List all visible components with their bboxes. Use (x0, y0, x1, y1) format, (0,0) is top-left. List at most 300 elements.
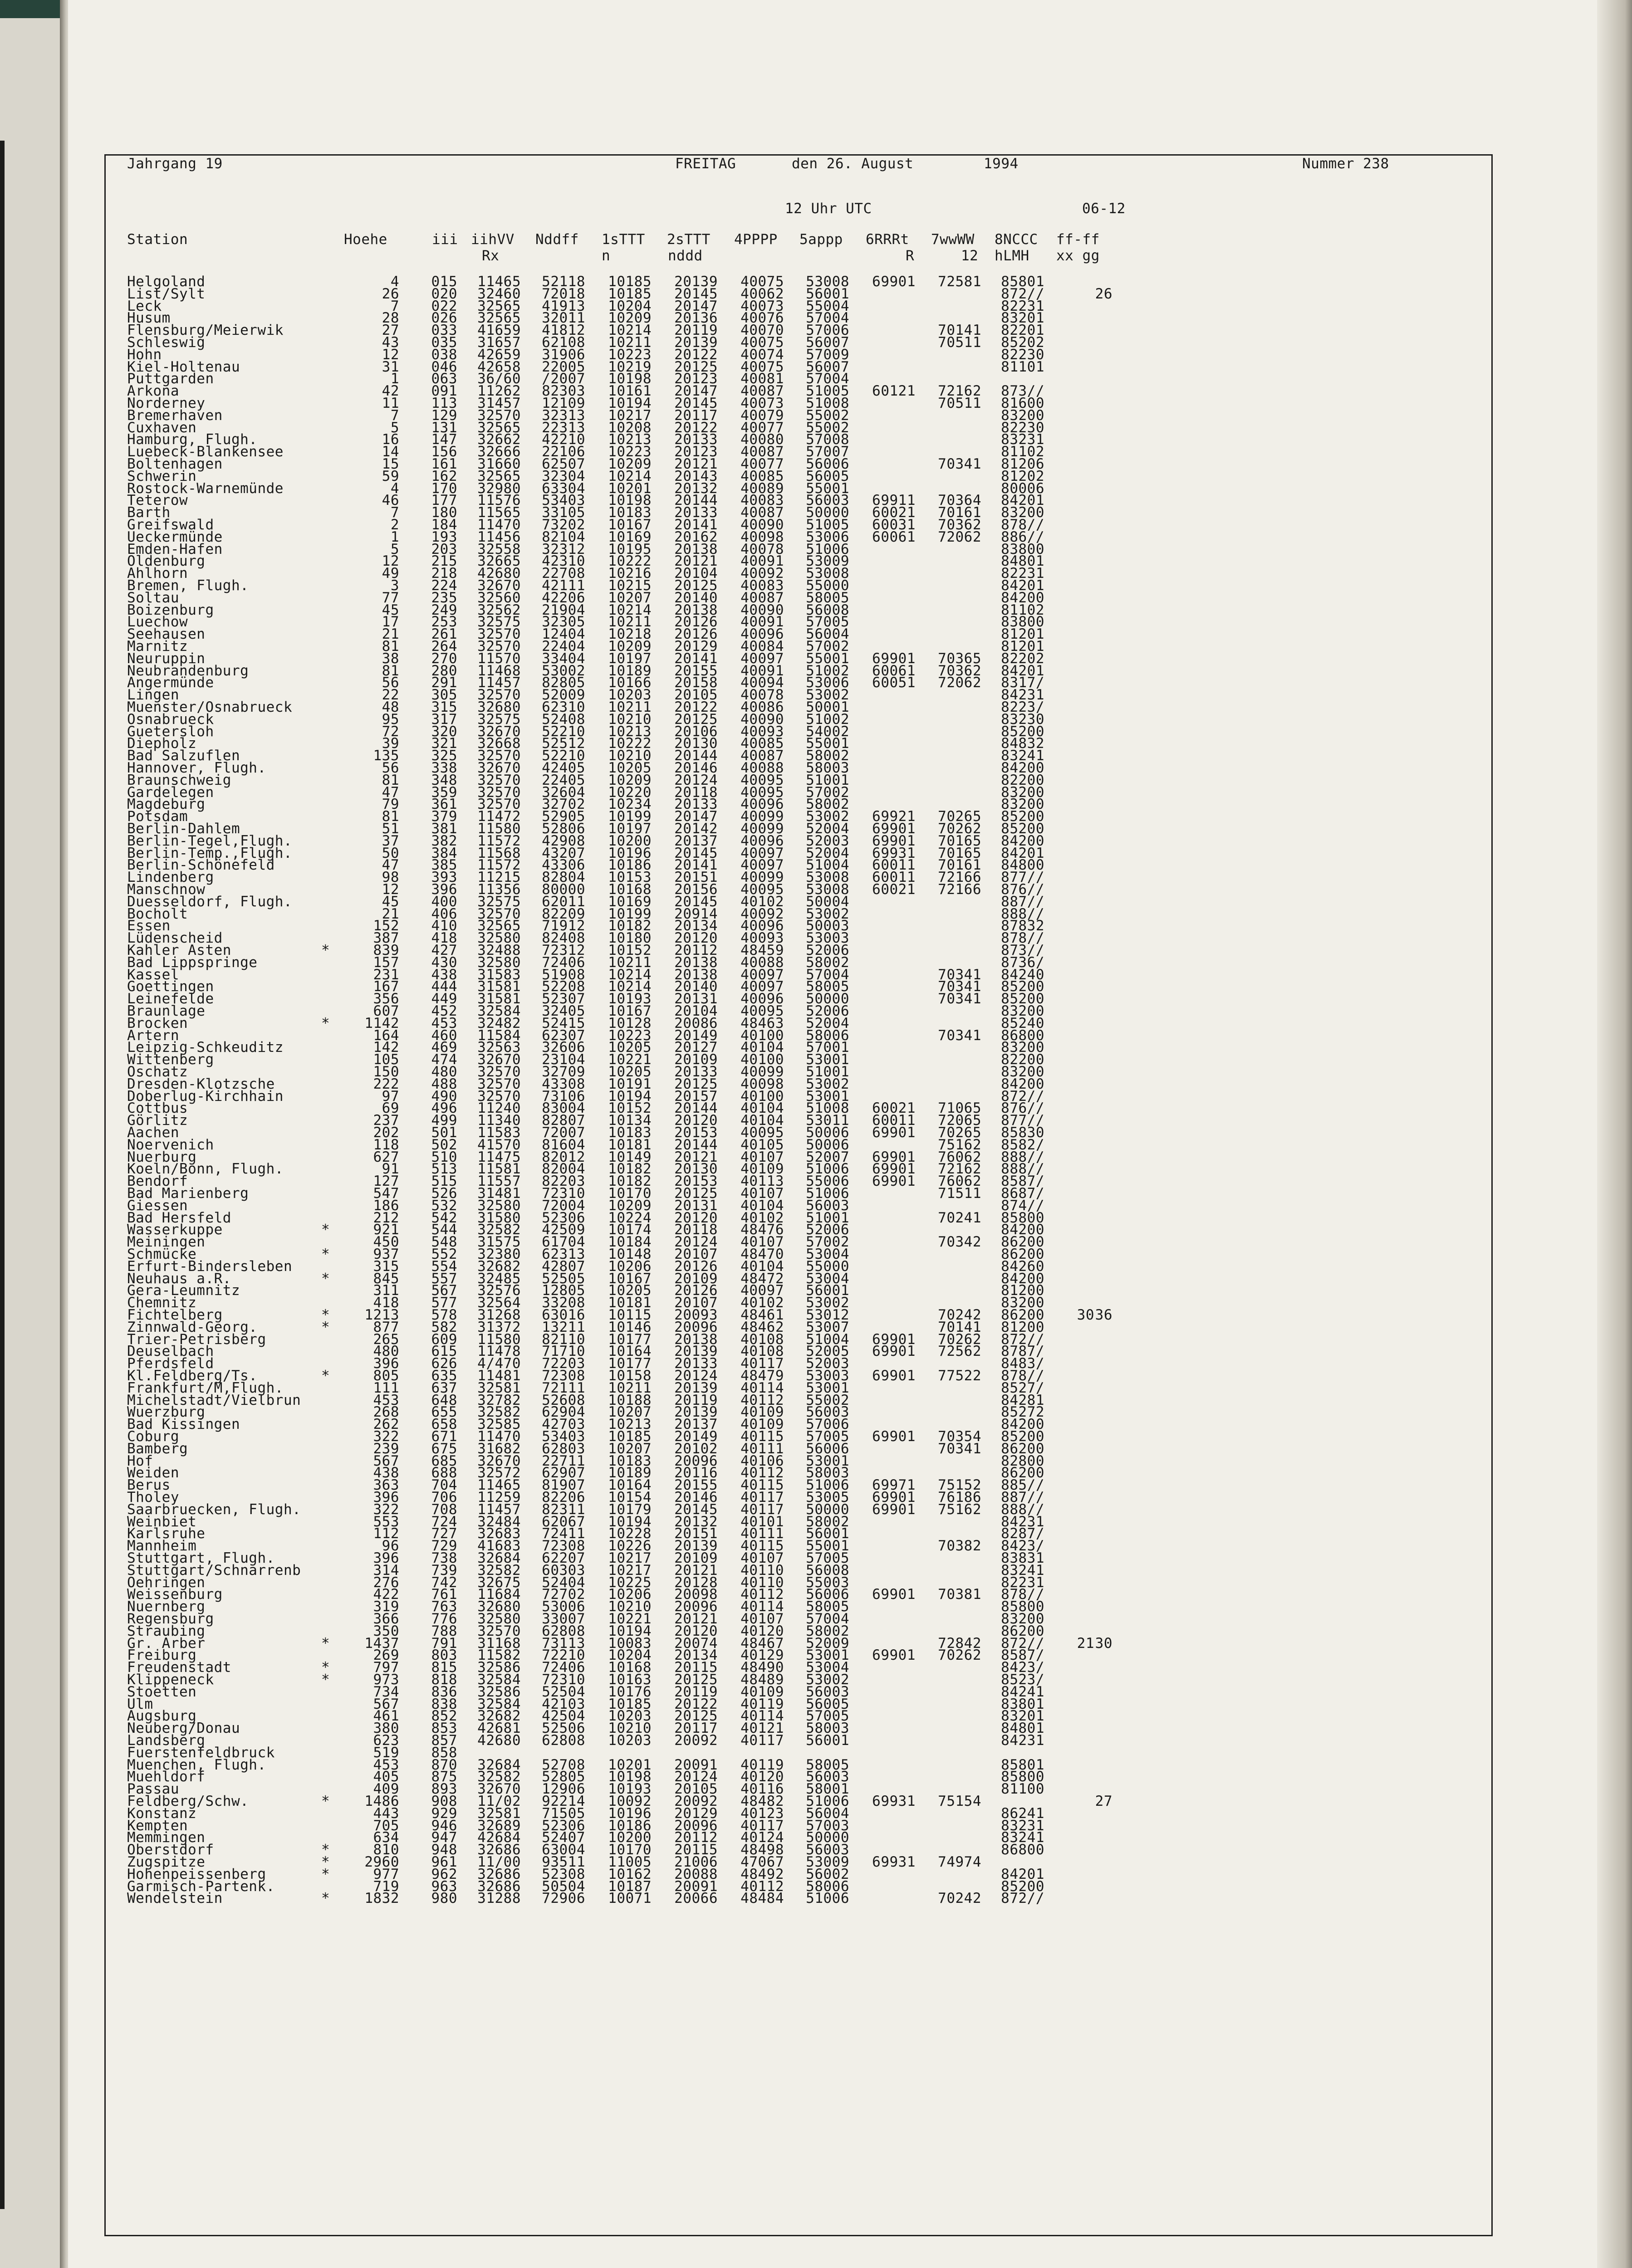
cell-1sttt: 10224 (608, 1209, 652, 1226)
cell-2sttt: 20134 (674, 1647, 718, 1664)
cell-7wwww: 74974 (938, 1854, 981, 1870)
cell-elevation: 98 (382, 869, 399, 886)
cell-elevation: 112 (373, 1525, 399, 1542)
cell-station-index: 791 (431, 1635, 457, 1652)
cell-1sttt: 10169 (608, 893, 652, 910)
cell-6rrrt: 69931 (872, 1854, 916, 1870)
cell-station-index: 249 (431, 601, 457, 618)
cell-nddff: 42703 (542, 1416, 585, 1433)
cell-4pppp: 40094 (740, 675, 784, 691)
station-name: Wendelstein (127, 1890, 223, 1907)
cell-5appp: 53009 (806, 1854, 849, 1870)
cell-2sttt: 20091 (674, 1756, 718, 1773)
station-name: Helgoland (127, 274, 206, 290)
cell-iihvv: 11568 (477, 845, 521, 861)
cell-station-index: 161 (431, 456, 457, 472)
cell-1sttt: 10205 (608, 1039, 652, 1056)
cell-elevation: 623 (373, 1732, 399, 1749)
cell-5appp: 52006 (806, 1222, 849, 1238)
cell-elevation: 91 (382, 1161, 399, 1178)
station-name: Feldberg/Schw. (127, 1793, 249, 1809)
cell-2sttt: 20124 (674, 772, 718, 788)
station-name: Berus (127, 1477, 171, 1494)
cell-station-index: 671 (431, 1428, 457, 1445)
cell-4pppp: 40117 (740, 1355, 784, 1372)
cell-8nccc: 84241 (1001, 1683, 1044, 1700)
cell-5appp: 53009 (806, 553, 849, 570)
cell-iihvv: 42681 (477, 1720, 521, 1737)
cell-8nccc: 8523/ (1001, 1672, 1044, 1688)
cell-6rrrt: 69901 (872, 1647, 916, 1664)
station-name: Berlin-Dahlem (127, 821, 240, 837)
cell-1sttt: 10217 (608, 407, 652, 424)
cell-elevation: 222 (373, 1075, 399, 1092)
cell-station-index: 729 (431, 1538, 457, 1554)
cell-nddff: 82110 (542, 1331, 585, 1348)
cell-2sttt: 20141 (674, 857, 718, 874)
cell-8nccc: 83201 (1001, 1708, 1044, 1725)
cell-nddff: 92214 (542, 1793, 585, 1809)
cell-4pppp: 40087 (740, 748, 784, 764)
cell-station-index: 706 (431, 1489, 457, 1505)
cell-6rrrt: 69901 (872, 1501, 916, 1518)
cell-station-index: 655 (431, 1404, 457, 1421)
cell-elevation: 17 (382, 614, 399, 631)
cell-2sttt: 20151 (674, 869, 718, 886)
cell-7wwww: 75154 (938, 1793, 981, 1809)
cell-8nccc: 84231 (1001, 687, 1044, 704)
cell-2sttt: 20138 (674, 1331, 718, 1348)
cell-4pppp: 40124 (740, 1829, 784, 1846)
cell-4pppp: 40112 (740, 1465, 784, 1481)
station-name: Neuberg/Donau (127, 1720, 240, 1737)
cell-elevation: 380 (373, 1720, 399, 1737)
cell-nddff: 62313 (542, 1246, 585, 1262)
cell-1sttt: 10185 (608, 1428, 652, 1445)
cell-8nccc: 85200 (1001, 808, 1044, 825)
station-name: Michelstadt/Vielbrun (127, 1392, 301, 1408)
cell-1sttt: 10170 (608, 1842, 652, 1858)
cell-7wwww: 72062 (938, 675, 981, 691)
station-name: Bad Kissingen (127, 1416, 240, 1433)
cell-iihvv: 32686 (477, 1842, 521, 1858)
cell-5appp: 50006 (806, 1124, 849, 1141)
cell-1sttt: 10225 (608, 1574, 652, 1591)
cell-1sttt: 10206 (608, 1586, 652, 1603)
cell-station-index: 510 (431, 1149, 457, 1165)
cell-station-index: 635 (431, 1368, 457, 1384)
cell-5appp: 58001 (806, 1781, 849, 1798)
cell-elevation: 12 (382, 346, 399, 363)
cell-1sttt: 10203 (608, 1708, 652, 1725)
cell-8nccc: 83200 (1001, 1003, 1044, 1019)
cell-nddff: 72310 (542, 1672, 585, 1688)
cell-nddff: 53006 (542, 1598, 585, 1615)
cell-4pppp: 48498 (740, 1842, 784, 1858)
cell-nddff: 72312 (542, 942, 585, 958)
cell-5appp: 57002 (806, 784, 849, 801)
cell-nddff: 22711 (542, 1452, 585, 1469)
cell-4pppp: 40112 (740, 1878, 784, 1895)
cell-nddff: 82303 (542, 383, 585, 400)
cell-nddff: 52805 (542, 1769, 585, 1785)
cell-7wwww: 70382 (938, 1538, 981, 1554)
cell-iihvv: 32563 (477, 1039, 521, 1056)
cell-5appp: 51002 (806, 662, 849, 679)
cell-elevation: 14 (382, 444, 399, 460)
cell-2sttt: 20132 (674, 1513, 718, 1530)
cell-8nccc: 872// (1001, 285, 1044, 302)
cell-1sttt: 10174 (608, 1222, 652, 1238)
cell-elevation: 111 (373, 1379, 399, 1396)
cell-2sttt: 20120 (674, 930, 718, 947)
cell-8nccc: 83800 (1001, 541, 1044, 557)
cell-5appp: 57003 (806, 1817, 849, 1834)
cell-nddff: 82408 (542, 930, 585, 947)
cell-iihvv: 32570 (477, 784, 521, 801)
cell-8nccc: 83200 (1001, 1064, 1044, 1080)
cell-5appp: 51005 (806, 383, 849, 400)
cell-1sttt: 10198 (608, 1769, 652, 1785)
cell-8nccc: 8423/ (1001, 1659, 1044, 1676)
cell-4pppp: 40117 (740, 1817, 784, 1834)
cell-iihvv: 32980 (477, 480, 521, 497)
cell-4pppp: 40115 (740, 1538, 784, 1554)
cell-8nccc: 8582/ (1001, 1136, 1044, 1153)
cell-elevation: 49 (382, 565, 399, 582)
cell-1sttt: 10211 (608, 1379, 652, 1396)
cell-5appp: 57006 (806, 322, 849, 339)
cell-elevation: 409 (373, 1781, 399, 1798)
cell-iihvv: 32570 (477, 1088, 521, 1105)
cell-station-index: 554 (431, 1258, 457, 1275)
cell-1sttt: 10193 (608, 1781, 652, 1798)
mountain-station-marker: * (321, 1672, 330, 1688)
cell-4pppp: 40089 (740, 480, 784, 497)
cell-1sttt: 10209 (608, 638, 652, 655)
cell-8nccc: 8423/ (1001, 1538, 1044, 1554)
cell-1sttt: 10176 (608, 1683, 652, 1700)
col-iihvv-sub: Rx (482, 248, 500, 264)
cell-2sttt: 20158 (674, 675, 718, 691)
cell-2sttt: 20151 (674, 1525, 718, 1542)
cell-2sttt: 20155 (674, 1477, 718, 1494)
cell-4pppp: 40099 (740, 808, 784, 825)
cell-2sttt: 20120 (674, 1209, 718, 1226)
cell-nddff: 52404 (542, 1574, 585, 1591)
cell-8nccc: 878// (1001, 1586, 1044, 1603)
cell-1sttt: 10214 (608, 966, 652, 983)
cell-2sttt: 20129 (674, 638, 718, 655)
cell-8nccc: 8587/ (1001, 1173, 1044, 1190)
cell-5appp: 56003 (806, 1683, 849, 1700)
cell-2sttt: 20147 (674, 383, 718, 400)
cell-2sttt: 20124 (674, 1769, 718, 1785)
cell-1sttt: 10213 (608, 1416, 652, 1433)
cell-8nccc: 81101 (1001, 358, 1044, 375)
cell-station-index: 385 (431, 857, 457, 874)
cell-nddff: 52512 (542, 735, 585, 752)
cell-2sttt: 20098 (674, 1586, 718, 1603)
station-name: Frankfurt/M,Flugh. (127, 1379, 284, 1396)
cell-station-index: 963 (431, 1878, 457, 1895)
station-name: Landsberg (127, 1732, 206, 1749)
cell-4pppp: 40104 (740, 1100, 784, 1117)
col-hoehe: Hoehe (344, 231, 387, 248)
cell-8nccc: 888// (1001, 905, 1044, 922)
cell-1sttt: 10198 (608, 371, 652, 387)
cell-2sttt: 20139 (674, 1343, 718, 1360)
cell-2sttt: 20136 (674, 310, 718, 327)
cell-7wwww: 70265 (938, 808, 981, 825)
cell-5appp: 53001 (806, 1647, 849, 1664)
cell-1sttt: 10169 (608, 528, 652, 545)
cell-station-index: 763 (431, 1598, 457, 1615)
cell-4pppp: 40097 (740, 845, 784, 861)
cell-iihvv: 11/00 (477, 1854, 521, 1870)
station-name: Magdeburg (127, 796, 206, 813)
station-name: Marnitz (127, 638, 188, 655)
cell-elevation: 186 (373, 1197, 399, 1214)
cell-iihvv: 11576 (477, 492, 521, 509)
cell-1sttt: 10148 (608, 1246, 652, 1262)
cell-nddff: 41913 (542, 298, 585, 314)
cell-4pppp: 40091 (740, 662, 784, 679)
cell-nddff: 42405 (542, 760, 585, 776)
cell-2sttt: 20086 (674, 1015, 718, 1031)
station-name: Coburg (127, 1428, 179, 1445)
cell-5appp: 56006 (806, 456, 849, 472)
mountain-station-marker: * (321, 1793, 330, 1809)
cell-station-index: 379 (431, 808, 457, 825)
cell-4pppp: 40112 (740, 1392, 784, 1408)
cell-4pppp: 40085 (740, 468, 784, 484)
cell-1sttt: 10209 (608, 456, 652, 472)
cell-4pppp: 40102 (740, 1209, 784, 1226)
cell-nddff: 52408 (542, 711, 585, 728)
station-name: Passau (127, 1781, 179, 1798)
cell-2sttt: 20116 (674, 1465, 718, 1481)
cell-station-index: 852 (431, 1708, 457, 1725)
station-name: Lüdenscheid (127, 930, 223, 947)
cell-elevation: 276 (373, 1574, 399, 1591)
cell-4pppp: 48463 (740, 1015, 784, 1031)
cell-5appp: 53002 (806, 905, 849, 922)
cell-8nccc: 874// (1001, 1197, 1044, 1214)
cell-iihvv: 32680 (477, 1598, 521, 1615)
cell-1sttt: 10198 (608, 492, 652, 509)
cell-5appp: 51004 (806, 1331, 849, 1348)
cell-1sttt: 10166 (608, 675, 652, 691)
station-name: Weinbiet (127, 1513, 197, 1530)
cell-1sttt: 10234 (608, 796, 652, 813)
station-name: Bad Lippspringe (127, 954, 258, 971)
cell-7wwww: 70341 (938, 991, 981, 1007)
cell-4pppp: 40115 (740, 1477, 784, 1494)
cell-iihvv: 11468 (477, 662, 521, 679)
cell-2sttt: 20109 (674, 1270, 718, 1287)
cell-1sttt: 10186 (608, 1817, 652, 1834)
cell-iihvv: 32782 (477, 1392, 521, 1408)
cell-station-index: 803 (431, 1647, 457, 1664)
cell-1sttt: 10164 (608, 1477, 652, 1494)
cell-8nccc: 84200 (1001, 1270, 1044, 1287)
cell-2sttt: 20125 (674, 1672, 718, 1688)
cell-station-index: 513 (431, 1161, 457, 1178)
cell-nddff: 81907 (542, 1477, 585, 1494)
cell-5appp: 50000 (806, 991, 849, 1007)
station-name: Koeln/Bonn, Flugh. (127, 1161, 284, 1178)
cell-5appp: 58002 (806, 954, 849, 971)
station-name: Neuhaus a.R. (127, 1270, 231, 1287)
cell-nddff: 82311 (542, 1501, 585, 1518)
cell-station-index: 788 (431, 1623, 457, 1639)
mountain-station-marker: * (321, 942, 330, 958)
cell-nddff: 32304 (542, 468, 585, 484)
cell-2sttt: 20138 (674, 954, 718, 971)
cell-6rrrt: 69911 (872, 492, 916, 509)
cell-5appp: 51006 (806, 1477, 849, 1494)
cell-6rrrt: 69921 (872, 808, 916, 825)
cell-iihvv: 32689 (477, 1817, 521, 1834)
cell-1sttt: 10184 (608, 1234, 652, 1251)
cell-nddff: 72702 (542, 1586, 585, 1603)
cell-2sttt: 20138 (674, 966, 718, 983)
cell-iihvv: 32670 (477, 577, 521, 594)
cell-nddff: 62207 (542, 1550, 585, 1566)
cell-8nccc: 83241 (1001, 1562, 1044, 1579)
cell-4pppp: 40070 (740, 322, 784, 339)
cell-elevation: 453 (373, 1756, 399, 1773)
cell-elevation: 50 (382, 845, 399, 861)
cell-station-index: 488 (431, 1075, 457, 1092)
cell-1sttt: 10222 (608, 553, 652, 570)
cell-1sttt: 10220 (608, 784, 652, 801)
cell-nddff: 62011 (542, 893, 585, 910)
cell-elevation: 21 (382, 626, 399, 643)
cell-nddff: 52806 (542, 821, 585, 837)
cell-2sttt: 20139 (674, 1538, 718, 1554)
cell-nddff: 32305 (542, 614, 585, 631)
cell-elevation: 95 (382, 711, 399, 728)
cell-2sttt: 20131 (674, 991, 718, 1007)
cell-station-index: 501 (431, 1124, 457, 1141)
station-name: Oberstdorf (127, 1842, 214, 1858)
cell-1sttt: 10149 (608, 1149, 652, 1165)
cell-station-index: 400 (431, 893, 457, 910)
cell-2sttt: 20133 (674, 1355, 718, 1372)
cell-1sttt: 10187 (608, 1878, 652, 1895)
cell-8nccc: 85830 (1001, 1124, 1044, 1141)
cell-4pppp: 40115 (740, 1428, 784, 1445)
cell-iihvv: 11470 (477, 1428, 521, 1445)
cell-6rrrt: 69901 (872, 1428, 916, 1445)
station-name: Zugspitze (127, 1854, 206, 1870)
cell-station-index: 853 (431, 1720, 457, 1737)
station-name: Oehringen (127, 1574, 206, 1591)
cell-1sttt: 10206 (608, 1258, 652, 1275)
cell-station-index: 609 (431, 1331, 457, 1348)
cell-5appp: 51008 (806, 1100, 849, 1117)
cell-2sttt: 20139 (674, 334, 718, 351)
cell-nddff: 52306 (542, 1817, 585, 1834)
cell-nddff: 72111 (542, 1379, 585, 1396)
station-name: Gera-Leumnitz (127, 1282, 240, 1299)
cell-station-index: 348 (431, 772, 457, 788)
cell-4pppp: 40120 (740, 1623, 784, 1639)
cell-8nccc: 83200 (1001, 796, 1044, 813)
cell-6rrrt: 60011 (872, 857, 916, 874)
cell-elevation: 4 (390, 480, 399, 497)
cell-7wwww: 70362 (938, 517, 981, 533)
cell-station-index: 738 (431, 1550, 457, 1566)
cell-1sttt: 10183 (608, 1124, 652, 1141)
cell-4pppp: 40116 (740, 1781, 784, 1798)
cell-1sttt: 10218 (608, 626, 652, 643)
cell-2sttt: 20131 (674, 1197, 718, 1214)
cell-nddff: 31906 (542, 346, 585, 363)
cell-station-index: 675 (431, 1440, 457, 1457)
cell-nddff: 82805 (542, 675, 585, 691)
cell-iihvv: 32582 (477, 1404, 521, 1421)
cell-7wwww: 70381 (938, 1586, 981, 1603)
cell-8nccc: 885// (1001, 1477, 1044, 1494)
cell-4pppp: 40079 (740, 407, 784, 424)
station-name: Regensburg (127, 1611, 214, 1627)
cell-station-index: 264 (431, 638, 457, 655)
cell-nddff: 42103 (542, 1696, 585, 1712)
cell-5appp: 53006 (806, 675, 849, 691)
cell-5appp: 55000 (806, 577, 849, 594)
cell-nddff: 52504 (542, 1683, 585, 1700)
cell-5appp: 58005 (806, 978, 849, 995)
cell-2sttt: 20115 (674, 1842, 718, 1858)
cell-5appp: 56008 (806, 1562, 849, 1579)
cell-2sttt: 20096 (674, 1319, 718, 1335)
cell-5appp: 51008 (806, 395, 849, 411)
cell-nddff: 52506 (542, 1720, 585, 1737)
cell-6rrrt: 69901 (872, 1586, 916, 1603)
cell-iihvv: 11565 (477, 504, 521, 521)
cell-4pppp: 40074 (740, 346, 784, 363)
cell-iihvv: 31581 (477, 991, 521, 1007)
facing-page (0, 0, 68, 2268)
cell-elevation: 26 (382, 285, 399, 302)
cell-7wwww: 70365 (938, 650, 981, 667)
mountain-station-marker: * (321, 1890, 330, 1907)
cell-4pppp: 40088 (740, 760, 784, 776)
cell-8nccc: 83231 (1001, 431, 1044, 448)
cell-8nccc: 84240 (1001, 966, 1044, 983)
cell-1sttt: 10179 (608, 1501, 652, 1518)
cell-elevation: 366 (373, 1611, 399, 1627)
cell-1sttt: 10183 (608, 1452, 652, 1469)
cell-1sttt: 10226 (608, 1538, 652, 1554)
cell-5appp: 52007 (806, 1149, 849, 1165)
cell-ff-xx: 30 (1077, 1307, 1094, 1323)
cell-1sttt: 10181 (608, 1295, 652, 1311)
cell-4pppp: 48470 (740, 1246, 784, 1262)
cell-7wwww: 70511 (938, 395, 981, 411)
cell-8nccc: 84801 (1001, 553, 1044, 570)
cell-2sttt: 20157 (674, 1088, 718, 1105)
cell-2sttt: 20126 (674, 614, 718, 631)
cell-iihvv: 32565 (477, 310, 521, 327)
station-name: Gardelegen (127, 784, 214, 801)
cell-8nccc: 84200 (1001, 832, 1044, 849)
cell-iihvv: 32570 (477, 796, 521, 813)
cell-1sttt: 10201 (608, 480, 652, 497)
